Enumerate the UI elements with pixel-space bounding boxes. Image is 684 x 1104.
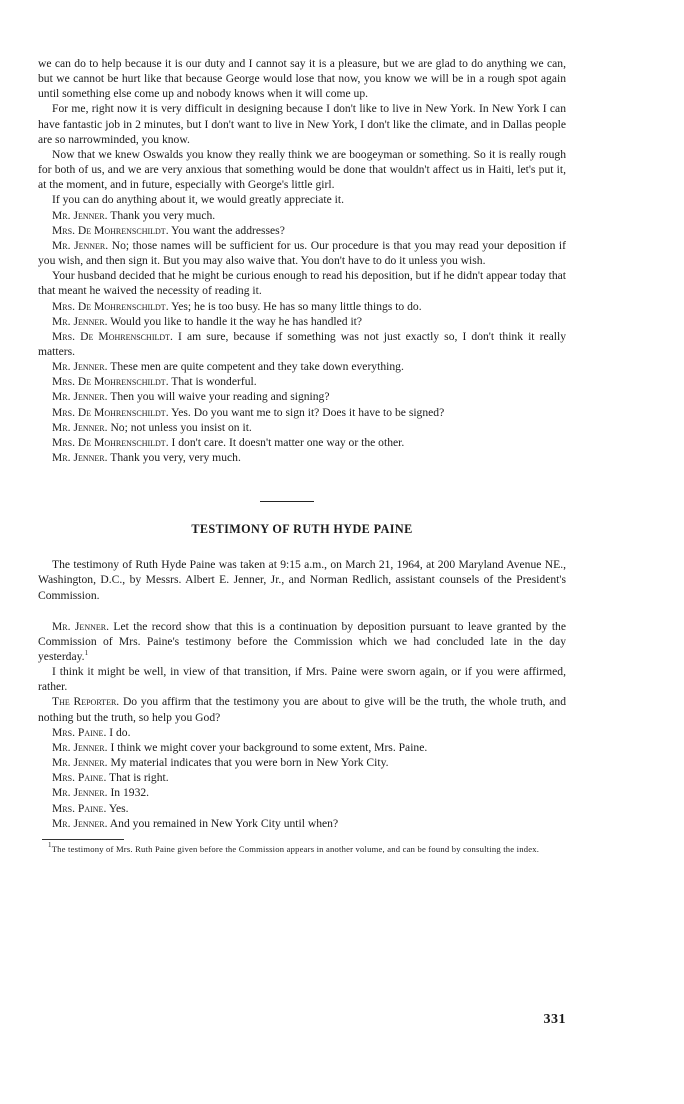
- speaker: Mr. Jenner.: [52, 619, 109, 633]
- dialogue-line: [38, 208, 566, 223]
- utterance: Do you affirm that the testimony you are about to give will be the truth, the whole truth, and nothing but the truth, so help you God?: [38, 695, 566, 724]
- dialogue-line: [38, 329, 566, 359]
- utterance: I am sure, because if something was not just exactly so, I don't think it really matters.: [38, 329, 566, 358]
- speaker: The Reporter.: [52, 695, 120, 709]
- speaker: Mrs. Paine.: [52, 771, 107, 785]
- speaker: Mr. Jenner.: [52, 390, 108, 404]
- utterance: Thank you very, very much.: [110, 451, 241, 465]
- dialogue-line: [38, 435, 566, 450]
- deposition-exchange-1: [38, 208, 566, 466]
- utterance: I think we might cover your background to some extent, Mrs. Paine.: [110, 740, 428, 754]
- speaker: Mr. Jenner.: [52, 314, 108, 328]
- dialogue-line: [38, 755, 566, 770]
- speaker: Mrs. De Mohrenschildt.: [52, 435, 169, 449]
- speaker: Mrs. Paine.: [52, 801, 107, 815]
- footnote-mark: 1: [48, 840, 52, 849]
- speaker: Mr. Jenner.: [52, 786, 108, 800]
- speaker: Mrs. De Mohrenschildt.: [52, 223, 169, 237]
- divider-rule: [260, 501, 314, 502]
- dialogue-line: [38, 420, 566, 435]
- utterance: That is right.: [109, 771, 169, 785]
- footnote-rule: [42, 839, 124, 840]
- utterance: I don't care. It doesn't matter one way or the other.: [171, 435, 405, 449]
- speaker: Mr. Jenner.: [52, 816, 108, 830]
- dialogue-line: [38, 785, 566, 800]
- dialogue-line: [38, 374, 566, 389]
- utterance: That is wonderful.: [171, 375, 257, 389]
- utterance: Let the record show that this is a continuation by deposition pursuant to leave granted by the Commission of Mrs. Paine's testimony before the Commission which we had concluded late in the day yesterday.: [38, 619, 566, 663]
- speaker: Mrs. De Mohrenschildt.: [52, 329, 173, 343]
- continuation-section: [38, 56, 566, 208]
- dialogue-line: [38, 664, 566, 694]
- speaker: Mr. Jenner.: [52, 360, 108, 374]
- utterance: Then you will waive your reading and signing?: [110, 390, 330, 404]
- dialogue-line: [38, 238, 566, 268]
- dialogue-line: [38, 299, 566, 314]
- utterance: In 1932.: [110, 786, 150, 800]
- dialogue-line: [38, 770, 566, 785]
- speaker: Mr. Jenner.: [52, 451, 108, 465]
- document-page: [38, 56, 566, 854]
- dialogue-line: [38, 223, 566, 238]
- dialogue-line: [38, 450, 566, 465]
- dialogue-line: [38, 801, 566, 816]
- paragraph: we can do to help because it is our duty and I cannot say it is a pleasure, but we are glad to do anything we can, but we cannot be hurt like that because George would lose that now, you know we will be in a rough spot again until something else come up and nobody knows when it will come up.: [38, 57, 566, 101]
- utterance: Would you like to handle it the way he has handled it?: [110, 314, 363, 328]
- footnote: [38, 840, 566, 854]
- speaker: Mr. Jenner.: [52, 420, 108, 434]
- utterance: Yes. Do you want me to sign it? Does it have to be signed?: [171, 405, 445, 419]
- utterance: You want the addresses?: [171, 223, 285, 237]
- utterance: Yes; he is too busy. He has so many little things to do.: [171, 299, 422, 313]
- dialogue-line: [38, 740, 566, 755]
- section-heading: TESTIMONY OF RUTH HYDE PAINE: [191, 522, 413, 537]
- dialogue-line: [38, 619, 566, 664]
- paragraph: If you can do anything about it, we would greatly appreciate it.: [52, 193, 345, 207]
- page-number: 331: [543, 1012, 566, 1027]
- dialogue-line: [38, 268, 566, 298]
- utterance: And you remained in New York City until when?: [109, 816, 339, 830]
- dialogue-line: [38, 694, 566, 724]
- utterance: I think it might be well, in view of that transition, if Mrs. Paine were sworn again, or if you were affirmed, rather.: [38, 665, 566, 694]
- dialogue-line: [38, 405, 566, 420]
- testimony-intro: The testimony of Ruth Hyde Paine was taken at 9:15 a.m., on March 21, 1964, at 200 Maryland Avenue NE., Washington, D.C., by Messrs. Albert E. Jenner, Jr., and Norman Redlich, assistant counsels of the President's Commission.: [38, 558, 566, 602]
- dialogue-line: [38, 816, 566, 831]
- speaker: Mr. Jenner.: [52, 208, 108, 222]
- dialogue-line: [38, 314, 566, 329]
- utterance: My material indicates that you were born in New York City.: [110, 756, 389, 770]
- utterance: Thank you very much.: [110, 208, 216, 222]
- speaker: Mr. Jenner.: [52, 238, 109, 252]
- dialogue-line: [38, 725, 566, 740]
- deposition-exchange-2: [38, 619, 566, 831]
- utterance: These men are quite competent and they take down everything.: [110, 360, 404, 374]
- section-divider: [38, 465, 566, 521]
- paragraph: For me, right now it is very difficult in designing because I don't like to live in New York. In New York I can have fantastic job in 2 minutes, but I don't want to live in New York, I don't like the climate, and in Dallas people are so narrowminded, you know.: [38, 102, 566, 146]
- speaker: Mrs. Paine.: [52, 725, 107, 739]
- footnote-text: The testimony of Mrs. Ruth Paine given before the Commission appears in another volume, and can be found by consulting the index.: [51, 843, 540, 854]
- utterance: I do.: [109, 725, 131, 739]
- utterance: Your husband decided that he might be curious enough to read his deposition, but if he didn't appear today that that meant he waived the necessity of reading it.: [38, 269, 566, 298]
- dialogue-line: [38, 389, 566, 404]
- dialogue-line: [38, 359, 566, 374]
- utterance: Yes.: [108, 801, 129, 815]
- paragraph: Now that we knew Oswalds you know they really think we are boogeyman or something. So it is really rough for both of us, and we are very anxious that something would be done that wouldn't affect us in Haiti, let's put it, at the moment, and in future, especially with George's little girl.: [38, 147, 566, 192]
- speaker: Mrs. De Mohrenschildt.: [52, 375, 169, 389]
- speaker: Mr. Jenner.: [52, 740, 108, 754]
- speaker: Mrs. De Mohrenschildt.: [52, 405, 169, 419]
- utterance: No; those names will be sufficient for us. Our procedure is that you may read your deposition if you wish, and then sign it. But you may also waive that. You don't have to do it unless you wish.: [38, 238, 566, 268]
- speaker: Mrs. De Mohrenschildt.: [52, 299, 169, 313]
- speaker: Mr. Jenner.: [52, 756, 108, 770]
- utterance: No; not unless you insist on it.: [110, 420, 252, 434]
- footnote-reference: 1: [84, 649, 89, 657]
